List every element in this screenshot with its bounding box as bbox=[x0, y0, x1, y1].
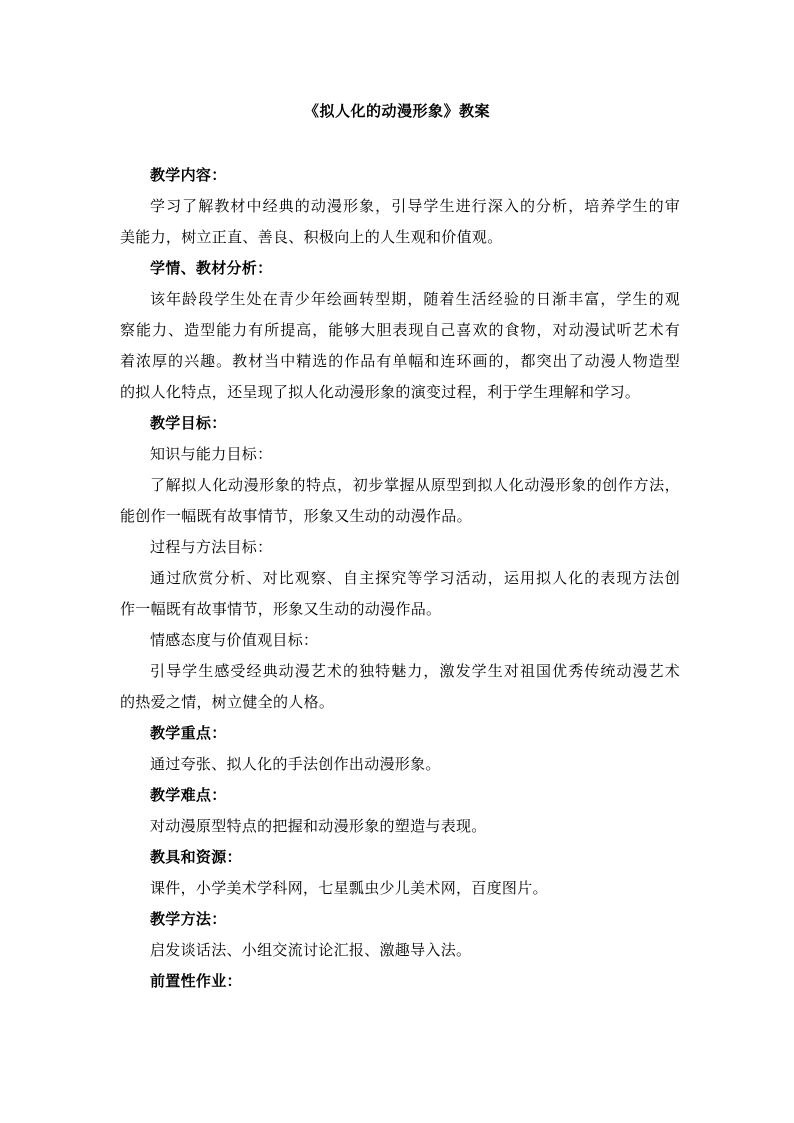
paragraph-line: 启发谈话法、小组交流讨论汇报、激趣导入法。 bbox=[150, 941, 472, 959]
subsection-label-process: 过程与方法目标： bbox=[150, 538, 273, 556]
paragraph-line: 该年龄段学生处在青少年绘画转型期，随着生活经验的日渐丰富，学生的观 bbox=[150, 290, 680, 308]
subsection-label-emotion: 情感态度与价值观目标： bbox=[150, 631, 319, 649]
paragraph-line: 作一幅既有故事情节，形象又生动的动漫作品。 bbox=[120, 600, 442, 618]
section-heading-focus: 教学重点： bbox=[150, 724, 227, 742]
paragraph-line: 察能力、造型能力有所提高，能够大胆表现自己喜欢的食物，对动漫试听艺术有 bbox=[120, 321, 680, 339]
paragraph-line: 学习了解教材中经典的动漫形象，引导学生进行深入的分析，培养学生的审 bbox=[150, 197, 680, 215]
paragraph-line: 美能力，树立正直、善良、积极向上的人生观和价值观。 bbox=[120, 228, 503, 246]
document-body bbox=[120, 160, 680, 997]
paragraph-line: 的拟人化特点，还呈现了拟人化动漫形象的演变过程，利于学生理解和学习。 bbox=[120, 383, 641, 401]
paragraph-line: 能创作一幅既有故事情节，形象又生动的动漫作品。 bbox=[120, 507, 472, 525]
section-heading-difficulty: 教学难点： bbox=[150, 786, 227, 804]
subsection-label-knowledge: 知识与能力目标： bbox=[150, 445, 273, 463]
section-heading-content: 教学内容： bbox=[150, 166, 227, 184]
paragraph-line: 通过欣赏分析、对比观察、自主探究等学习活动，运用拟人化的表现方法创 bbox=[150, 569, 680, 587]
section-heading-resources: 教具和资源： bbox=[150, 848, 242, 866]
paragraph-line: 的热爱之情，树立健全的人格。 bbox=[120, 693, 335, 711]
paragraph-line: 课件，小学美术学科网，七星瓢虫少儿美术网，百度图片。 bbox=[150, 879, 548, 897]
document-title: 《拟人化的动漫形象》教案 bbox=[303, 102, 490, 120]
paragraph-line: 了解拟人化动漫形象的特点，初步掌握从原型到拟人化动漫形象的创作方法， bbox=[150, 476, 680, 494]
paragraph-line: 对动漫原型特点的把握和动漫形象的塑造与表现。 bbox=[150, 817, 487, 835]
section-heading-analysis: 学情、教材分析： bbox=[150, 259, 273, 277]
section-heading-homework: 前置性作业： bbox=[150, 972, 242, 990]
section-heading-methods: 教学方法： bbox=[150, 910, 227, 928]
paragraph-line: 着浓厚的兴趣。教材当中精选的作品有单幅和连环画的，都突出了动漫人物造型 bbox=[120, 352, 680, 370]
section-heading-goals: 教学目标： bbox=[150, 414, 227, 432]
paragraph-line: 引导学生感受经典动漫艺术的独特魅力，激发学生对祖国优秀传统动漫艺术 bbox=[150, 662, 680, 680]
paragraph-line: 通过夸张、拟人化的手法创作出动漫形象。 bbox=[150, 755, 441, 773]
